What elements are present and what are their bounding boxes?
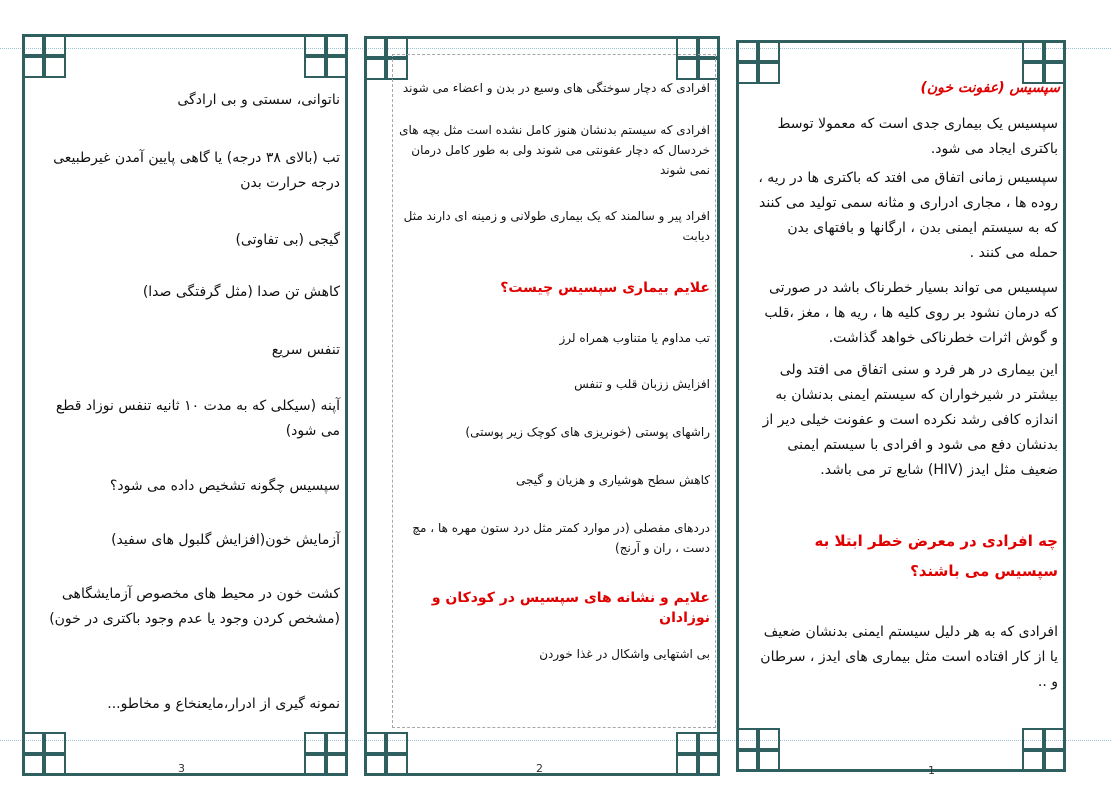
p2-symptom-fever: تب مداوم یا متناوب همراه لرز [559, 331, 710, 345]
p3-item-blood-culture: کشت خون در محیط های مخصوص آزمایشگاهی (مشخص کردن وجود یا عدم وجود باکتری در خون) [49, 586, 340, 627]
p2-symptom-consciousness: کاهش سطح هوشیاری و هزیان و گیجی [515, 473, 710, 487]
p2-symptom-rash: راشهای پوستی (خونریزی های کوچک زیر پوستی) [465, 425, 710, 439]
p1-paragraph-danger: سپسیس می تواند بسیار خطرناک باشد در صورتی که درمان نشود بر روی کلیه ها ، ریه ها ، مغز ،قلب و گوش اثرات خطرناکی خواهد گذاشت. [764, 280, 1058, 346]
p3-item-apnea: آپنه (سیکلی که به مدت ۱۰ ثانیه تنفس نوزاد قطع می شود) [55, 398, 340, 439]
corner-ornament [736, 728, 780, 772]
p1-paragraph-prevalence: این بیماری در هر فرد و سنی اتفاق می افتد ولی بیشتر در شیرخواران که سیستم ایمنی بدنشان به اندازه کافی رشد نکرده است و عفونت خیلی دیر از بدنشان دفع می شود و افرادی با سیستم ایمنی ضعیف مثل ایدز (HIV) شایع تر می باشد. [762, 362, 1058, 478]
p2-symptom-heartrate: افزایش ززبان قلب و تنفس [574, 377, 710, 391]
p3-item-fever: تب (بالای ۳۸ درجه) یا گاهی پایین آمدن غیرطبیعی درجه حرارت بدن [53, 150, 340, 191]
p3-item-breathing: تنفس سریع [271, 342, 340, 358]
p2-item-elderly: افراد پیر و سالمند که یک بیماری طولانی و زمینه ای دارند مثل دیابت [403, 209, 710, 243]
p3-item-confusion: گیجی (بی تفاوتی) [235, 232, 340, 248]
p3-item-weakness: ناتوانی، سستی و بی ارادگی [177, 92, 340, 108]
p2-heading-symptoms: علایم بیماری سپسیس چیست؟ [500, 280, 710, 296]
corner-ornament [676, 732, 720, 776]
p2-item-burns: افرادی که دچار سوختگی های وسیع در بدن و اعضاء می شوند [402, 81, 710, 95]
page-title: سپسیس (عفونت خون) [920, 80, 1060, 96]
corner-ornament [304, 34, 348, 78]
corner-ornament [304, 732, 348, 776]
corner-ornament [22, 732, 66, 776]
p3-item-blood-test: آزمایش خون(افزایش گلبول های سفید) [111, 532, 340, 548]
p2-item-children: افرادی که سیستم بدنشان هنوز کامل نشده است مثل بچه های خردسال که دچار عفونتی می شوند ولی به طور کامل درمان نمی شوند [399, 123, 710, 177]
p1-heading-risk: چه افرادی در معرض خطر ابتلا به سپسیس می باشند؟ [814, 532, 1058, 580]
corner-ornament [364, 732, 408, 776]
corner-ornament [1022, 728, 1066, 772]
p2-child-item-appetite: بی اشتهایی واشکال در غذا خوردن [539, 647, 710, 661]
p2-symptom-joint-pain: دردهای مفصلی (در موارد کمتر مثل درد ستون مهره ها ، مچ دست ، ران و آرنج) [412, 521, 710, 555]
page-number-3: 3 [178, 762, 185, 775]
p1-paragraph-definition: سپسیس یک بیماری جدی است که معمولا توسط باکتری ایجاد می شود. [777, 116, 1058, 157]
p1-risk-text: افرادی که به هر دلیل سیستم ایمنی بدنشان ضعیف یا از کار افتاده است مثل بیماری های ایدز ، سرطان و .. [760, 624, 1058, 690]
p3-item-voice: کاهش تن صدا (مثل گرفتگی صدا) [142, 284, 340, 300]
p3-item-sampling: نمونه گیری از ادرار،مایعنخاع و مخاطو... [107, 696, 340, 712]
page-number-2: 2 [536, 762, 543, 775]
p2-heading-children: علایم و نشانه های سپسیس در کودکان و نوزادان [431, 590, 710, 626]
corner-ornament [22, 34, 66, 78]
p1-paragraph-cause: سپسیس زمانی اتفاق می افتد که باکتری ها در ریه ، روده ها ، مجاری ادراری و مثانه سمی تولید می کنند که به سیستم ایمنی بدن ، ارگانها و بافتهای بدن حمله می کنند . [758, 170, 1058, 261]
page-number-1: 1 [928, 764, 935, 777]
p3-heading-diagnosis: سپسیس چگونه تشخیص داده می شود؟ [109, 478, 340, 494]
